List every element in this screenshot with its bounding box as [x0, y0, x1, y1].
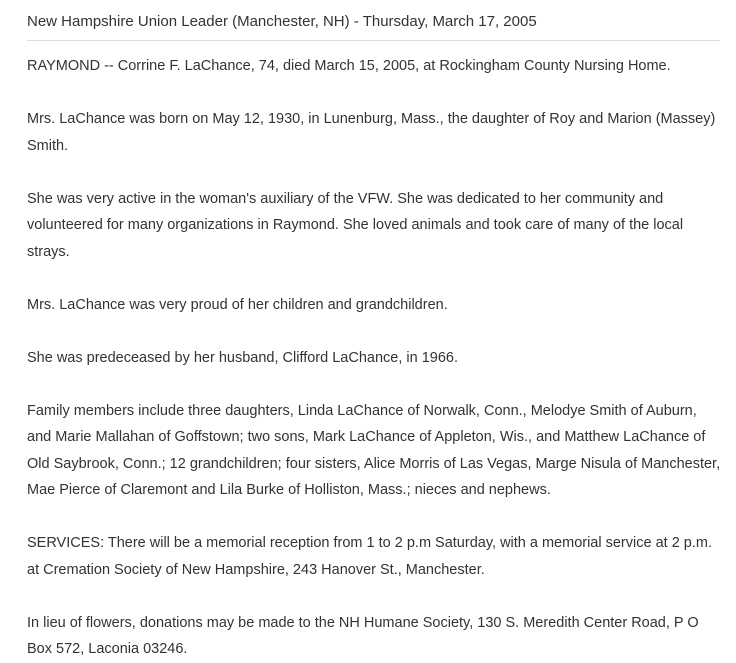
paragraph-services: SERVICES: There will be a memorial reception from 1 to 2 p.m Saturday, with a memorial service at 2 p.m. at Cremation Society of New Hampshire, 243 Hanover St., Manchester.: [27, 535, 712, 578]
paragraph-family: Family members include three daughters, Linda LaChance of Norwalk, Conn., Melodye Smith of Auburn, and Marie Mallahan of Goffstown; two sons, Mark LaChance of Appleton, Wis., and Matthew LaChance of Old Saybrook, Conn.; 12 grandchildren; four sisters, Alice Morris of Las Vegas, Marge Nisula of Manchester, Mae Pierce of Claremont and Lila Burke of Holliston, Mass.; nieces and nephews.: [27, 402, 721, 498]
paragraph-community: She was very active in the woman's auxiliary of the VFW. She was dedicated to her community and volunteered for many organizations in Raymond. She loved animals and took care of many of the local strays.: [27, 190, 684, 260]
paragraph-children: Mrs. LaChance was very proud of her children and grandchildren.: [27, 296, 448, 313]
paragraph-birth: Mrs. LaChance was born on May 12, 1930, in Lunenburg, Mass., the daughter of Roy and Marion (Massey) Smith.: [27, 111, 716, 154]
paragraph-death-notice: RAYMOND -- Corrine F. LaChance, 74, died March 15, 2005, at Rockingham County Nursing Home.: [27, 58, 671, 74]
paragraph-predeceased: She was predeceased by her husband, Clifford LaChance, in 1966.: [27, 349, 458, 366]
source-line: New Hampshire Union Leader (Manchester, NH) - Thursday, March 17, 2005: [27, 13, 537, 30]
paragraph-donations: In lieu of flowers, donations may be made to the NH Humane Society, 130 S. Meredith Center Road, P O Box 572, Laconia 03246.: [27, 614, 699, 657]
article-body: [27, 41, 720, 663]
